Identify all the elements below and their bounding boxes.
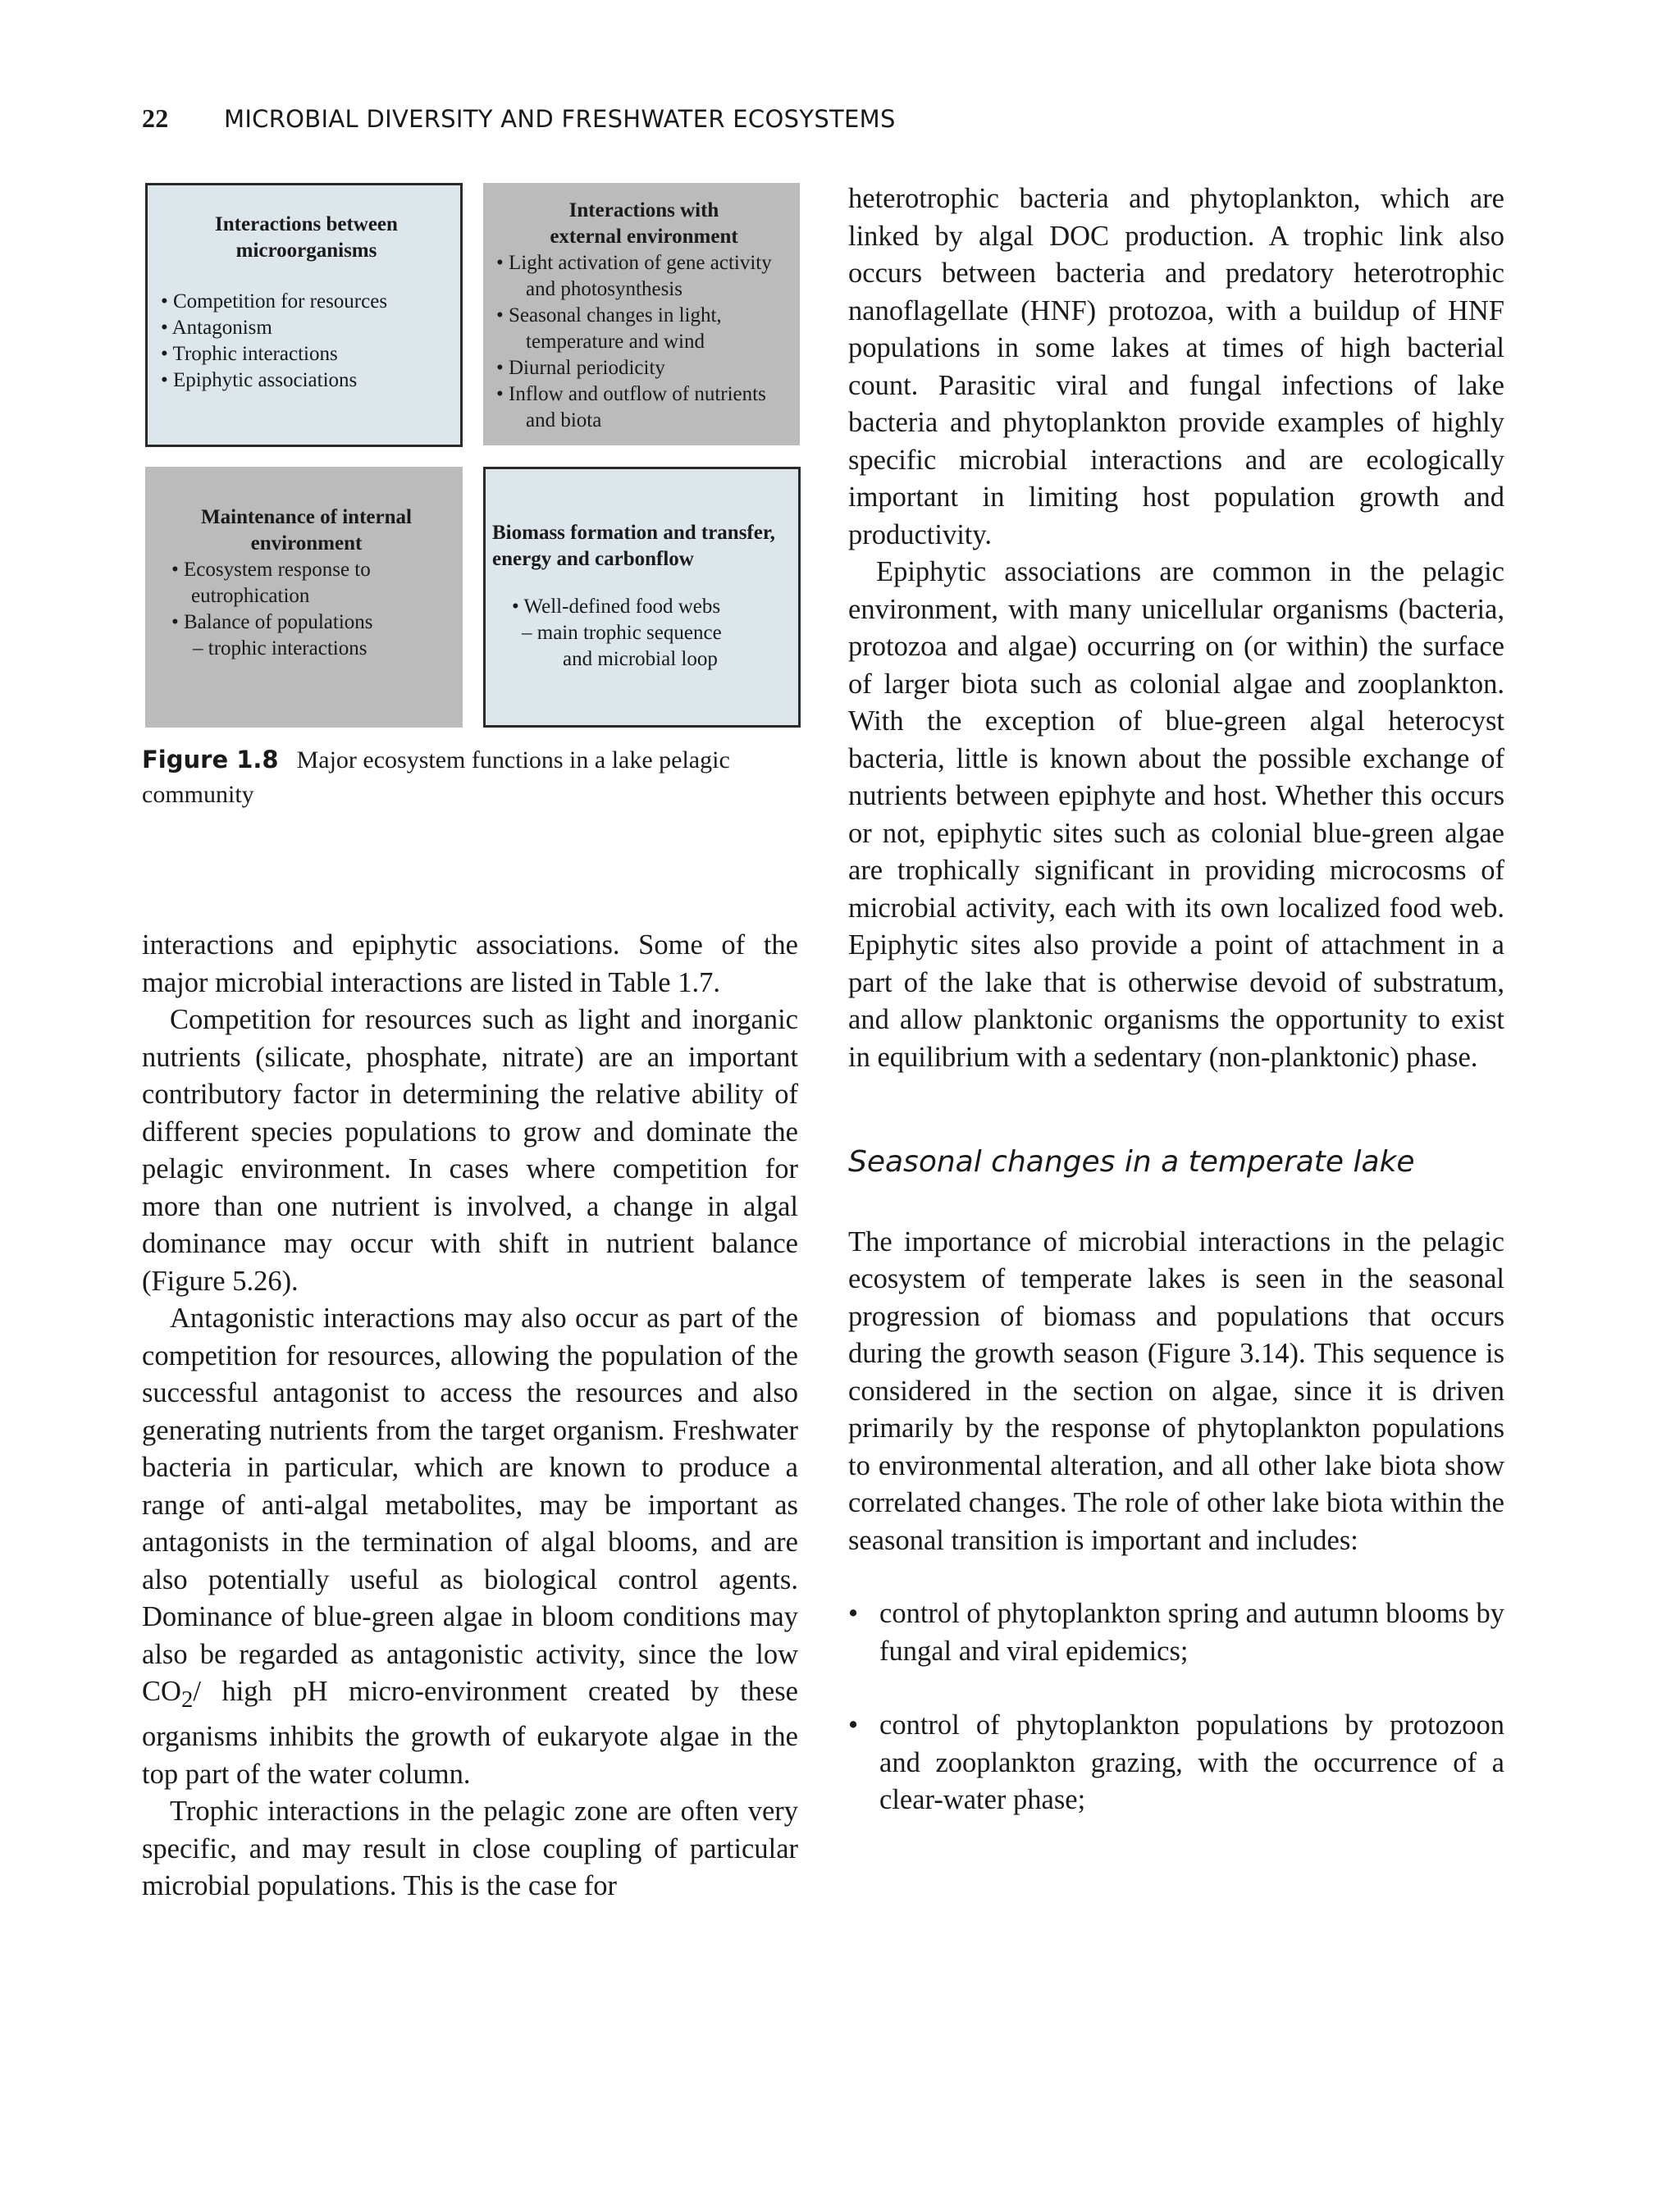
box-subitem: – trophic interactions [193,637,368,659]
box-title: Maintenance of internal environment [201,506,412,554]
bullet-list [848,1595,1504,1819]
box-item: • Light activation of gene activity and photosynthesis [496,252,772,300]
running-header [142,103,1536,144]
paragraph: The importance of microbial interactions in the pelagic ecosystem of temperate lakes is seen in the seasonal progression of biomass and populations that occurs during the growth season (Figure 3.14). This sequence is considered in the section on algae, since it is driven primarily by the response of phytoplankton populations to environmental alteration, and all other lake biota show correlated changes. The role of other lake biota within the seasonal transition is important and includes: [848,1225,1504,1556]
paragraph: heterotrophic bacteria and phytoplankton, which are linked by algal DOC production. A trophic link also occurs between bacteria and predatory heterotrophic nanoflagellate (HNF) protozoa, with a buildup of HNF populations in some lakes at times of high bacterial count. Parasitic viral and fungal infections of lake bacteria and phytoplankton provide examples of highly specific microbial interactions and are ecologically important in limiting host population growth and productivity. [848,183,1504,550]
paragraph: Antagonistic interactions may also occur as part of the competition for resources, allowing the population of the successful antagonist to access the resources and also generating nutrients from the target organism. Freshwater bacteria in particular, which are known to produce a range of anti-algal metabolites, may be important as antagonists in the termination of algal blooms, and are also potentially useful as biological control agents. Dominance of blue-green algae in bloom conditions may also be regarded as antagonistic activity, since the low $CO_2/$ high pH micro-environment created by these organisms inhibits the growth of eukaryote algae in the top part of the water column. [142,1303,798,1790]
section-heading: Seasonal changes in a temperate lake [848,1145,1415,1179]
figure-box-interactions-with-external-environment [483,183,800,445]
box-subitem: and microbial loop [563,648,718,670]
figure-label: Figure 1.8 [142,746,279,774]
figure-box-interactions-between-microorganisms [145,183,463,447]
right-column [848,180,1504,1856]
figure-box-biomass-formation [483,467,801,728]
box-item: • Balance of populations [171,611,373,633]
paragraph: interactions and epiphytic associations. Some of the major microbial interactions are listed in Table 1.7. [142,929,798,998]
box-title: Interactions between microorganisms [215,213,398,262]
box-item: • Diurnal periodicity [496,357,665,379]
box-item: • Well-defined food webs [512,596,721,618]
box-item: • Inflow and outflow of nutrients and biota [496,383,766,431]
left-column [142,927,798,1905]
list-item: • control of phytoplankton populations by protozoon and zooplankton grazing, with the occurrence of a clear-water phase; [848,1707,1504,1819]
list-item: • control of phytoplankton spring and autumn blooms by fungal and viral epidemics; [848,1595,1504,1670]
box-title: Biomass formation and transfer, energy and carbonflow [492,522,775,570]
bullet-icon: • [848,1709,859,1741]
figure-box-maintenance-of-internal-environment [145,467,463,728]
box-item: • Trophic interactions [161,343,338,365]
box-item: • Seasonal changes in light, temperature and wind [496,304,722,353]
paragraph: Epiphytic associations are common in the pelagic environment, with many unicellular organisms (bacteria, protozoa and algae) occurring on (or within) the surface of larger biota such as colonial algae and zooplankton. With the exception of blue-green algal heterocyst bacteria, little is known about the possible exchange of nutrients between epiphyte and host. Whether this occurs or not, epiphytic sites such as colonial blue-green algae are trophically significant in providing microcosms of microbial activity, each with its own localized food web. Epiphytic sites also provide a point of attachment in a part of the lake that is otherwise devoid of substratum, and allow planktonic organisms the opportunity to exist in equilibrium with a sedentary (non-planktonic) phase. [848,556,1504,1073]
box-subitem: – main trophic sequence [522,622,722,644]
paragraph: Trophic interactions in the pelagic zone are often very specific, and may result in close coupling of particular microbial populations. This is the case for [142,1796,798,1902]
page-number: 22 [142,103,169,133]
box-item: • Antagonism [161,317,272,339]
caption-text: Major ecosystem functions in a lake pelagic community [142,746,730,808]
bullet-icon: • [848,1598,859,1629]
box-item: • Epiphytic associations [161,369,358,391]
box-item: • Ecosystem response to eutrophication [171,559,371,607]
figure-caption [142,742,802,812]
paragraph: Competition for resources such as light and inorganic nutrients (silicate, phosphate, nitrate) are an important contributory factor in determining the relative ability of different species populations to grow and dominate the pelagic environment. In cases where competition for more than one nutrient is involved, a change in algal dominance may occur with shift in nutrient balance (Figure 5.26). [142,1004,798,1297]
box-title: Interactions with external environment [550,199,738,248]
box-item: • Competition for resources [161,290,388,313]
running-title: MICROBIAL DIVERSITY AND FRESHWATER ECOSYSTEMS [224,105,896,133]
